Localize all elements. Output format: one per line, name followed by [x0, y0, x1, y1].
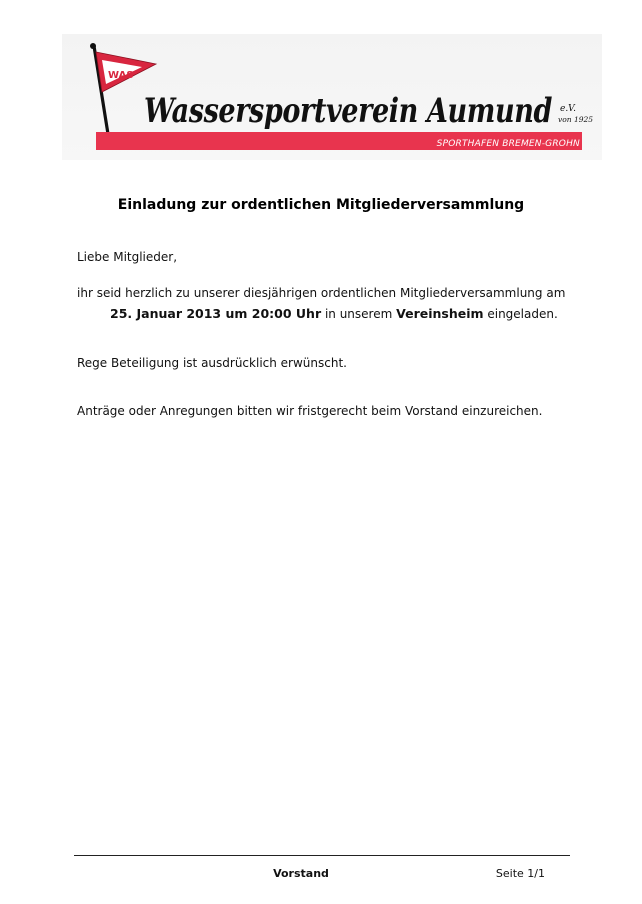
letterhead-band-text: SPORTHAFEN BREMEN-GROHN [436, 139, 580, 149]
ev-mark [558, 100, 598, 130]
meeting-date-time: 25. Januar 2013 um 20:00 Uhr [110, 306, 322, 321]
footer-sender: Vorstand [273, 867, 329, 880]
meeting-details [110, 306, 558, 322]
location-post: eingeladen. [487, 307, 558, 321]
club-wordmark [140, 78, 560, 138]
document-title: Einladung zur ordentlichen Mitgliederversammlung [117, 197, 525, 213]
greeting: Liebe Mitglieder, [77, 250, 178, 264]
flag-logo-letters: WAS [108, 70, 134, 81]
page-number: Seite 1/1 [495, 867, 545, 880]
ev-label: e.V. [560, 104, 576, 114]
participation-note: Rege Beteiligung ist ausdrücklich erwünscht. [77, 356, 347, 370]
founded-label: von 1925 [558, 115, 594, 124]
invitation-line: ihr seid herzlich zu unserer diesjährigen ordentlichen Mitgliederversammlung am [77, 286, 566, 300]
footer-divider [74, 855, 570, 856]
meeting-location: Vereinsheim [396, 306, 484, 321]
requests-note: Anträge oder Anregungen bitten wir fristgerecht beim Vorstand einzureichen. [77, 404, 543, 418]
club-name: Wassersportverein Aumund [144, 91, 553, 131]
location-pre: in unserem [324, 307, 393, 321]
